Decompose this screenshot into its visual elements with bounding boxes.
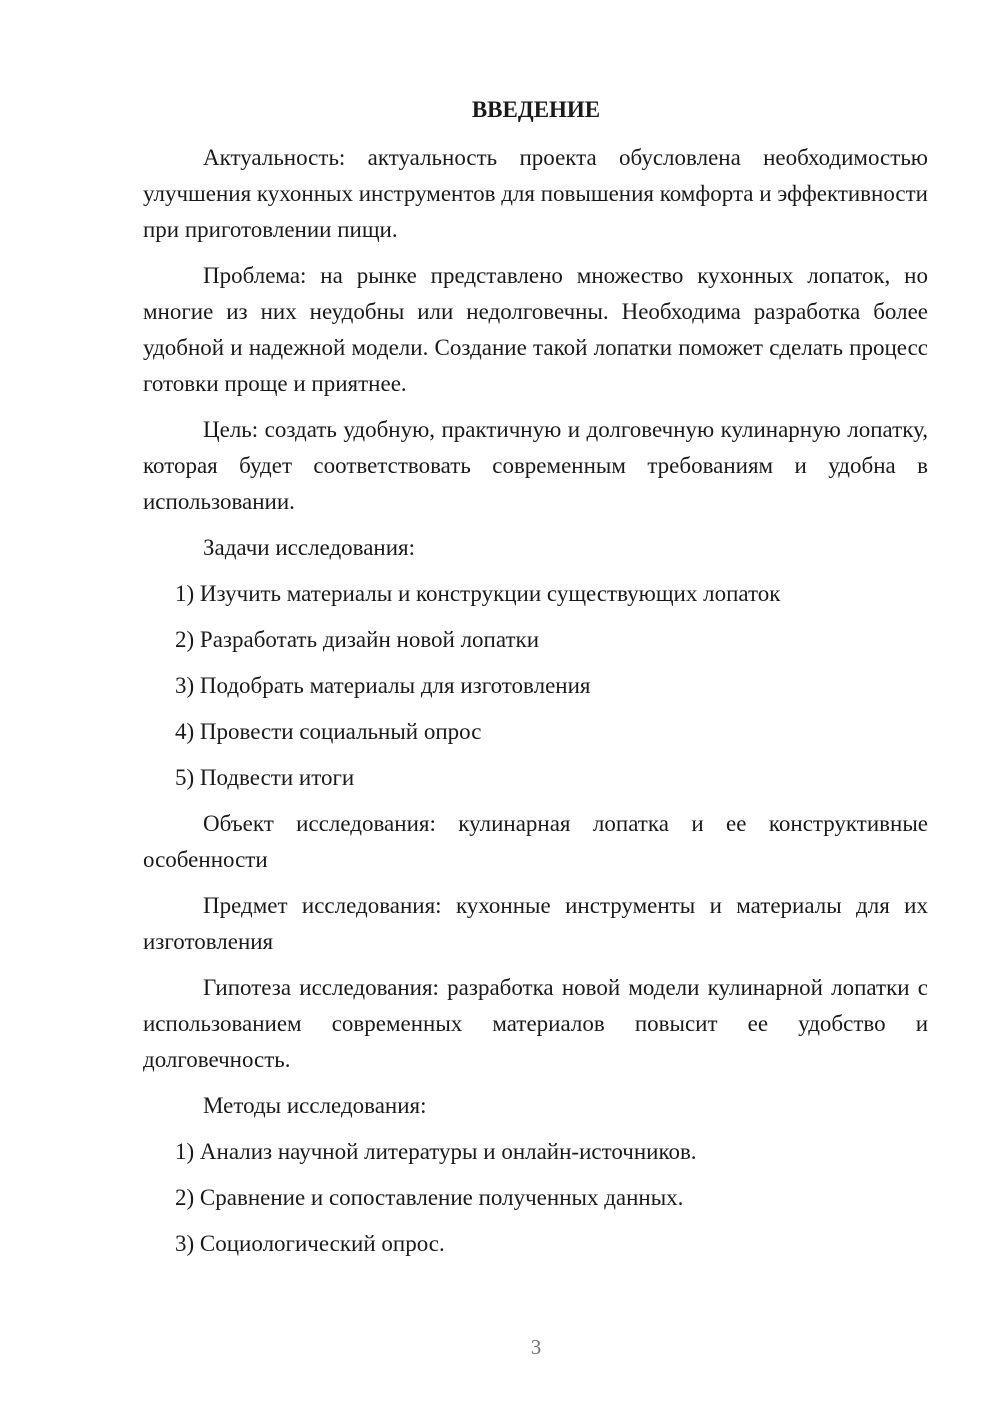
page-number: 3 <box>530 1335 542 1359</box>
methods-heading: Методы исследования: <box>203 1093 427 1118</box>
page-title: ВВЕДЕНИЕ <box>471 97 601 122</box>
hypothesis-paragraph: Гипотеза исследования: разработка новой модели кулинарной лопатки с использованием современных материалов повысит ее удобство и долговечность. <box>143 975 928 1072</box>
task-item: 4) Провести социальный опрос <box>175 719 482 744</box>
tasks-heading: Задачи исследования: <box>203 535 416 560</box>
task-item: 1) Изучить материалы и конструкции существующих лопаток <box>175 581 781 606</box>
relevance-paragraph: Актуальность: актуальность проекта обусловлена необходимостью улучшения кухонных инструментов для повышения комфорта и эффективности при приготовлении пищи. <box>143 145 928 242</box>
task-item: 2) Разработать дизайн новой лопатки <box>175 627 540 652</box>
goal-paragraph: Цель: создать удобную, практичную и долговечную кулинарную лопатку, которая будет соответствовать современным требованиям и удобна в использовании. <box>143 417 928 514</box>
method-item: 2) Сравнение и сопоставление полученных данных. <box>175 1185 684 1210</box>
task-item: 3) Подобрать материалы для изготовления <box>175 673 591 698</box>
document-body <box>143 140 928 1272</box>
task-item: 5) Подвести итоги <box>175 765 355 790</box>
method-item: 3) Социологический опрос. <box>175 1231 445 1256</box>
subject-paragraph: Предмет исследования: кухонные инструменты и материалы для их изготовления <box>143 893 928 954</box>
method-item: 1) Анализ научной литературы и онлайн-источников. <box>175 1139 697 1164</box>
problem-paragraph: Проблема: на рынке представлено множество кухонных лопаток, но многие из них неудобны или недолговечны. Необходима разработка более удобной и надежной модели. Создание такой лопатки поможет сделать процесс готовки проще и приятнее. <box>143 263 928 396</box>
object-paragraph: Объект исследования: кулинарная лопатка и ее конструктивные особенности <box>143 811 928 872</box>
